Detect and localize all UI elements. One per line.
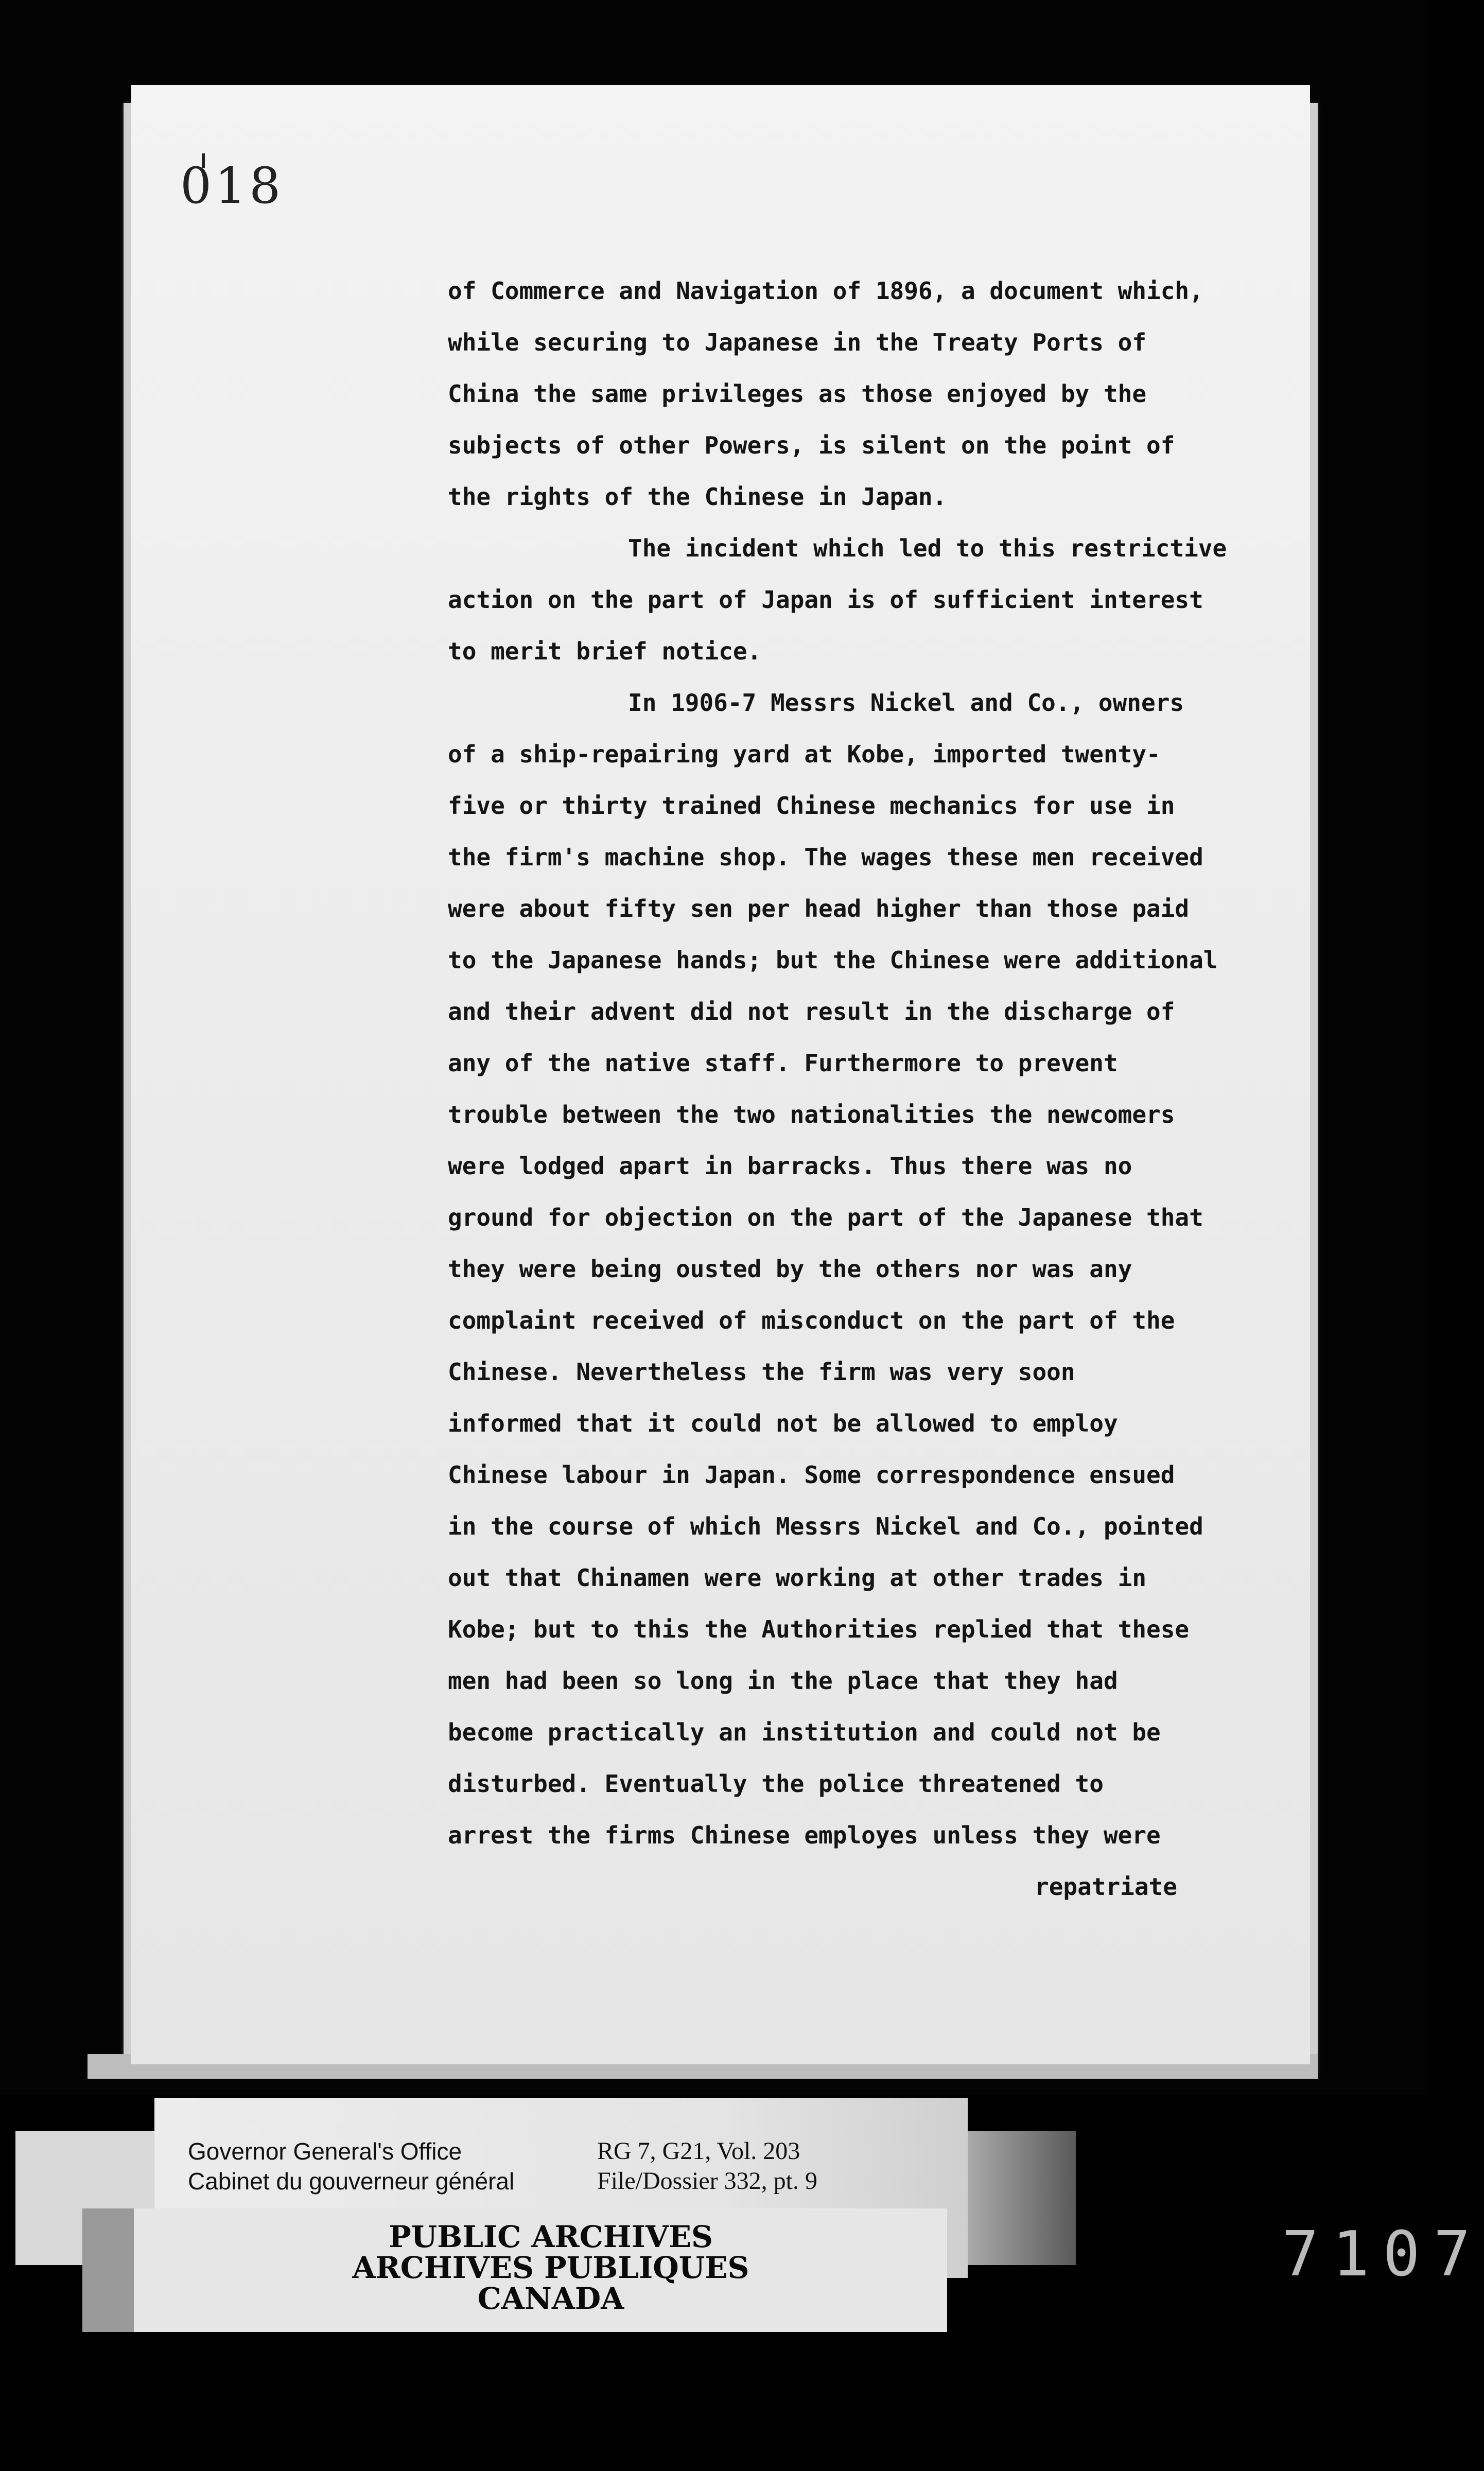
record-group: RG 7, G21, Vol. 203: [597, 2137, 800, 2165]
text-line: out that Chinamen were working at other trades in: [448, 1564, 1147, 1592]
text-line: become practically an institution and could not be: [448, 1718, 1161, 1746]
paragraph-start-line: The incident which led to this restrictive: [628, 534, 1227, 562]
text-line: while securing to Japanese in the Treaty Ports of: [448, 328, 1147, 356]
text-line: Chinese. Nevertheless the firm was very soon: [448, 1358, 1075, 1386]
text-line: trouble between the two nationalities the newcomers: [448, 1101, 1175, 1128]
text-line: the rights of the Chinese in Japan.: [448, 483, 947, 511]
archives-stamp-text: [268, 2221, 834, 2314]
paragraph-start-line: In 1906-7 Messrs Nickel and Co., owners: [628, 689, 1184, 717]
stamp-line-french: ARCHIVES PUBLIQUES: [352, 2250, 749, 2285]
text-line: men had been so long in the place that they had: [448, 1667, 1118, 1695]
text-line: of Commerce and Navigation of 1896, a document which,: [448, 277, 1203, 305]
letter-body: [448, 265, 1307, 1912]
microfilm-frame-number: 7107: [1282, 2219, 1484, 2290]
text-line: complaint received of misconduct on the part of the: [448, 1307, 1175, 1334]
text-line: action on the part of Japan is of sufficient interest: [448, 586, 1203, 614]
stamp-line-english: PUBLIC ARCHIVES: [389, 2219, 713, 2254]
office-french: Cabinet du gouverneur général: [188, 2168, 515, 2195]
text-line: China the same privileges as those enjoyed by the: [448, 380, 1147, 408]
text-line: subjects of other Powers, is silent on the point of: [448, 431, 1175, 459]
text-line: were about fifty sen per head higher than those paid: [448, 895, 1190, 923]
text-line: and their advent did not result in the discharge of: [448, 998, 1175, 1025]
text-line: five or thirty trained Chinese mechanics for use in: [448, 792, 1175, 820]
folio-number: 018: [180, 157, 284, 215]
text-line: the firm's machine shop. The wages these men received: [448, 843, 1203, 871]
text-line: were lodged apart in barracks. Thus there was no: [448, 1152, 1132, 1180]
text-line: to the Japanese hands; but the Chinese were additional: [448, 946, 1218, 974]
office-english: Governor General's Office: [188, 2138, 462, 2165]
text-line: any of the native staff. Furthermore to prevent: [448, 1049, 1118, 1077]
file-dossier: File/Dossier 332, pt. 9: [597, 2167, 817, 2195]
text-line: informed that it could not be allowed to employ: [448, 1409, 1118, 1437]
text-line: to merit brief notice.: [448, 637, 762, 665]
stamp-edge: [82, 2208, 134, 2332]
stamp-line-country: CANADA: [477, 2281, 624, 2316]
catchword: repatriate: [1035, 1873, 1177, 1901]
text-line: in the course of which Messrs Nickel and Co., pointed: [448, 1512, 1203, 1540]
text-line: Chinese labour in Japan. Some correspondence ensued: [448, 1461, 1175, 1489]
archive-reference: [597, 2136, 817, 2196]
text-line: of a ship-repairing yard at Kobe, imported twenty-: [448, 740, 1161, 768]
text-line: Kobe; but to this the Authorities replied that these: [448, 1615, 1190, 1643]
text-line: ground for objection on the part of the Japanese that: [448, 1204, 1203, 1231]
text-line: they were being ousted by the others nor was any: [448, 1255, 1132, 1283]
text-line: arrest the firms Chinese employes unless they were: [448, 1821, 1161, 1849]
office-names: [188, 2136, 514, 2196]
text-line: disturbed. Eventually the police threatened to: [448, 1770, 1104, 1798]
